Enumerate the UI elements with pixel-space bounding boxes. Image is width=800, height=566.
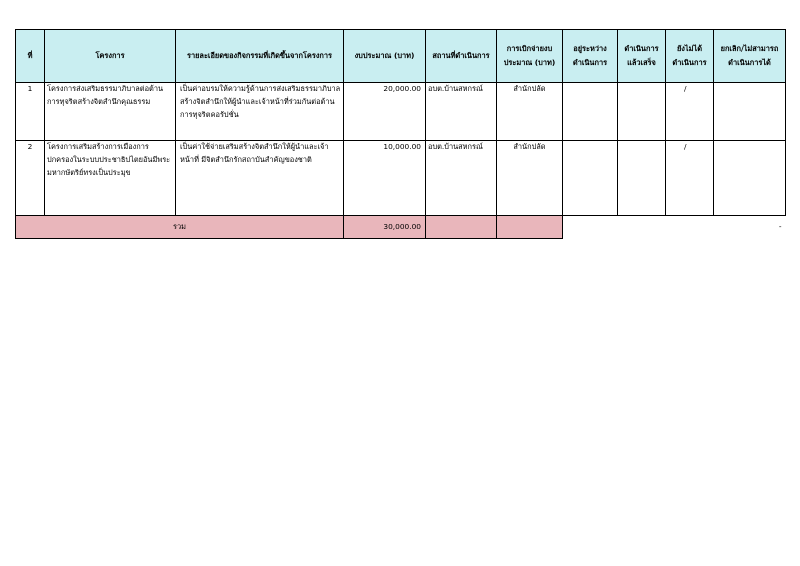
- total-trailing-mark: -: [778, 221, 782, 231]
- header-row: [16, 30, 786, 83]
- header-disbursed: การเบิกจ่ายงบประมาณ (บาท): [497, 30, 563, 83]
- row-done: [618, 141, 666, 216]
- row-detail: เป็นค่าอบรมให้ความรู้ด้านการส่งเสริมธรรมาภิบาล สร้างจิตสำนึกให้ผู้นำและเจ้าหน้าที่ร่วมกันต่อต้านการทุจริตคอรัปชั่น: [176, 83, 344, 141]
- not-started-mark: /: [684, 142, 687, 151]
- total-spacer: [618, 216, 666, 239]
- total-place-cell: [426, 216, 497, 239]
- header-in-progress: อยู่ระหว่างดำเนินการ: [563, 30, 618, 83]
- table-row: [16, 83, 786, 141]
- header-cancelled: ยกเลิก/ไม่สามารถดำเนินการได้: [714, 30, 786, 83]
- total-budget: 30,000.00: [344, 216, 426, 239]
- row-no: 2: [16, 141, 45, 216]
- row-done: [618, 83, 666, 141]
- row-disbursed: สำนักปลัด: [497, 83, 563, 141]
- header-project: โครงการ: [45, 30, 176, 83]
- row-budget: 20,000.00: [344, 83, 426, 141]
- row-cancelled: [714, 83, 786, 141]
- row-place: อบต.บ้านสหกรณ์: [426, 141, 497, 216]
- not-started-mark: /: [684, 84, 687, 93]
- header-detail: รายละเอียดของกิจกรรมที่เกิดขึ้นจากโครงการ: [176, 30, 344, 83]
- row-project: โครงการส่งเสริมธรรมาภิบาลต่อต้านการทุจริตสร้างจิตสำนึกคุณธรรม: [45, 83, 176, 141]
- row-budget: 10,000.00: [344, 141, 426, 216]
- row-no: 1: [16, 83, 45, 141]
- header-not-started: ยังไม่ได้ดำเนินการ: [666, 30, 714, 83]
- header-no: ที่: [16, 30, 45, 83]
- row-disbursed: สำนักปลัด: [497, 141, 563, 216]
- total-disbursed-cell: [497, 216, 563, 239]
- total-label: รวม: [16, 216, 344, 239]
- total-spacer: [666, 216, 714, 239]
- row-not-started: [666, 83, 714, 141]
- row-place: อบต.บ้านสหกรณ์: [426, 83, 497, 141]
- row-cancelled: [714, 141, 786, 216]
- table-row: [16, 141, 786, 216]
- row-not-started: [666, 141, 714, 216]
- row-in-progress: [563, 83, 618, 141]
- total-spacer: [563, 216, 618, 239]
- project-status-table: [15, 29, 786, 239]
- header-done: ดำเนินการแล้วเสร็จ: [618, 30, 666, 83]
- row-detail: เป็นค่าใช้จ่ายเสริมสร้างจิตสำนึกให้ผู้นำและเจ้าหน้าที่ มีจิตสำนึกรักสถาบันสำคัญของชาติ: [176, 141, 344, 216]
- header-budget: งบประมาณ (บาท): [344, 30, 426, 83]
- header-place: สถานที่ดำเนินการ: [426, 30, 497, 83]
- total-row: [16, 216, 786, 239]
- row-project: โครงการเสริมสร้างการเมืองการปกครองในระบบประชาธิปไตยอันมีพระมหากษัตริย์ทรงเป็นประมุข: [45, 141, 176, 216]
- row-in-progress: [563, 141, 618, 216]
